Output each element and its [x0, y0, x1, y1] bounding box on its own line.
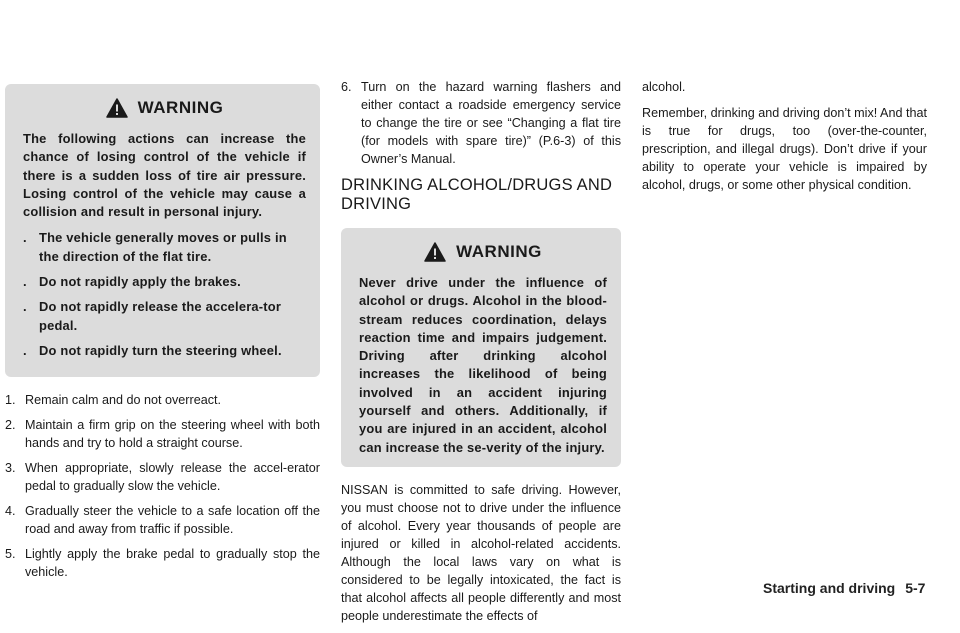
column-middle — [341, 0, 621, 633]
body-paragraph: NISSAN is committed to safe driving. However, you must choose not to drive under the influence of alcohol. Every year thousands of people are injured or killed in alcohol-related accidents. Although the local laws vary on what is considered to be legally intoxicated, the fact is that alcohol affects all people differently and most people underestimate the effects of — [341, 482, 621, 623]
step-item: 1. Remain calm and do not overreact. — [5, 393, 222, 408]
step-item: 5. Lightly apply the brake pedal to gradually stop the vehicle. — [5, 547, 320, 580]
procedure-steps-continued — [341, 78, 621, 168]
page-number: 5-7 — [905, 580, 926, 596]
step-item: 4. Gradually steer the vehicle to a safe location off the road and away from traffic if possible. — [5, 504, 320, 537]
continuation-text: alcohol. — [642, 80, 686, 94]
warning-bullet: . The vehicle generally moves or pulls in the direction of the flat tire. — [23, 230, 287, 264]
warning-text: Never drive under the influence of alcohol or drugs. Alcohol in the blood-stream reduces coordination, delays reaction time and impairs judgement. Driving after drinking alcohol increases the likelihood of being involved in an accident injuring yourself and others. Additionally, if you are injured in an accident, alcohol can increase the se-verity of the injury. — [359, 275, 607, 455]
column-left — [5, 0, 320, 588]
warning-intro: The following actions can increase the chance of losing control of the vehicle if there is a sudden loss of tire air pressure. Losing control of the vehicle may cause a collision and result in personal injury. — [23, 131, 306, 220]
step-item: 3. When appropriate, slowly release the accel-erator pedal to gradually slow the vehicle. — [5, 461, 320, 494]
column-right — [642, 0, 927, 202]
warning-triangle-icon — [106, 98, 128, 118]
step-item: 6. Turn on the hazard warning flashers and either contact a roadside emergency service to change the tire or see “Changing a flat tire (for models with spare tire)” (P.6-3) of this Owner’s Manual. — [341, 80, 621, 166]
procedure-steps — [5, 391, 320, 581]
warning-bullet: . Do not rapidly turn the steering wheel. — [23, 342, 282, 358]
warning-header — [23, 98, 306, 118]
warning-bullet: . Do not rapidly release the accelera-tor pedal. — [23, 299, 282, 333]
warning-bullet: . Do not rapidly apply the brakes. — [23, 274, 241, 290]
warning-bullet-list — [23, 229, 306, 360]
warning-box-alcohol — [341, 228, 621, 467]
step-item: 2. Maintain a firm grip on the steering wheel with both hands and try to hold a straight course. — [5, 418, 320, 451]
body-paragraph: Remember, drinking and driving don’t mix! And that is true for drugs, too (over-the-counter, prescription, and illegal drugs). Don’t drive if your ability to operate your vehicle is impaired by alcohol, drugs, or some other physical condition. — [642, 106, 927, 192]
warning-header — [359, 242, 607, 262]
page-footer — [763, 580, 925, 596]
warning-triangle-icon — [424, 242, 446, 262]
warning-title: WARNING — [456, 241, 542, 261]
warning-box-tire — [5, 84, 320, 377]
section-name: Starting and driving — [763, 580, 896, 596]
section-heading: DRINKING ALCOHOL/DRUGS AND DRIVING — [341, 176, 613, 213]
warning-title: WARNING — [137, 97, 224, 117]
